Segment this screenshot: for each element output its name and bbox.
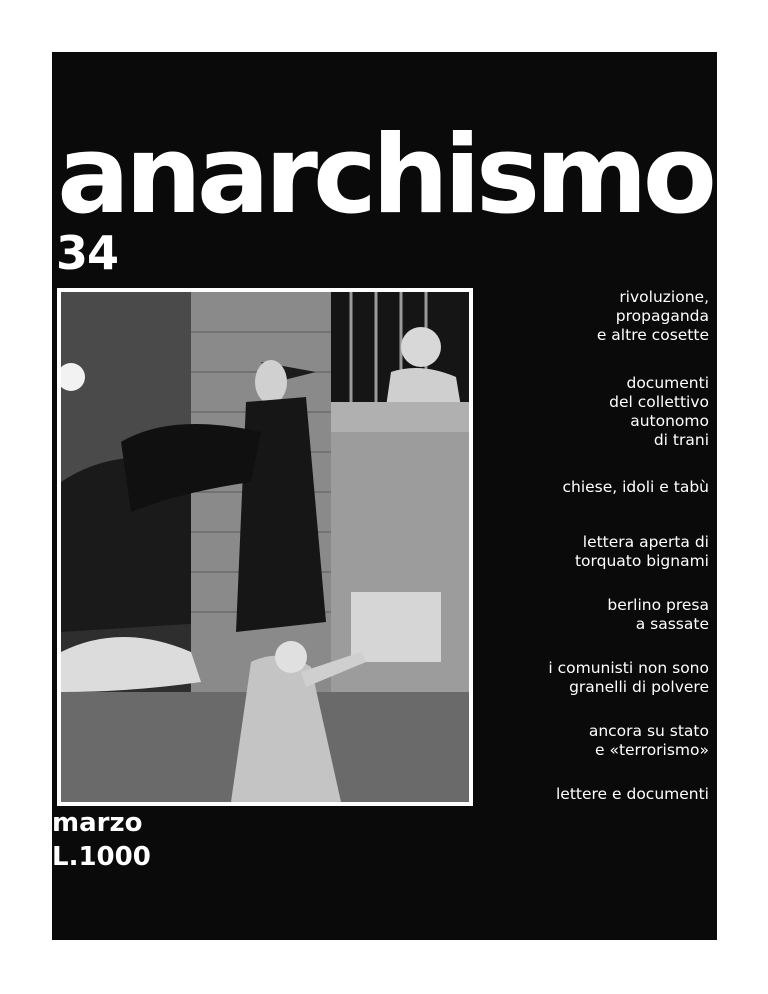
toc-item: lettere e documenti xyxy=(555,785,709,803)
cover-illustration xyxy=(57,288,473,806)
issue-month: marzo xyxy=(52,808,143,838)
toc-item: lettera aperta di torquato bignami xyxy=(574,533,709,570)
toc-item: ancora su stato e «terrorismo» xyxy=(588,722,709,759)
issue-number: 34 xyxy=(56,226,119,280)
masthead-title: anarchismo xyxy=(57,113,712,238)
magazine-cover xyxy=(52,52,717,940)
toc-item: i comunisti non sono granelli di polvere xyxy=(548,659,709,696)
toc-item: documenti del collettivo autonomo di trani xyxy=(609,374,709,449)
issue-price: L.1000 xyxy=(52,842,151,872)
toc-item: chiese, idoli e tabù xyxy=(562,478,709,496)
toc-item: rivoluzione, propaganda e altre cosette xyxy=(596,288,709,344)
engraving-image xyxy=(61,292,469,802)
toc-item: berlino presa a sassate xyxy=(607,596,709,633)
